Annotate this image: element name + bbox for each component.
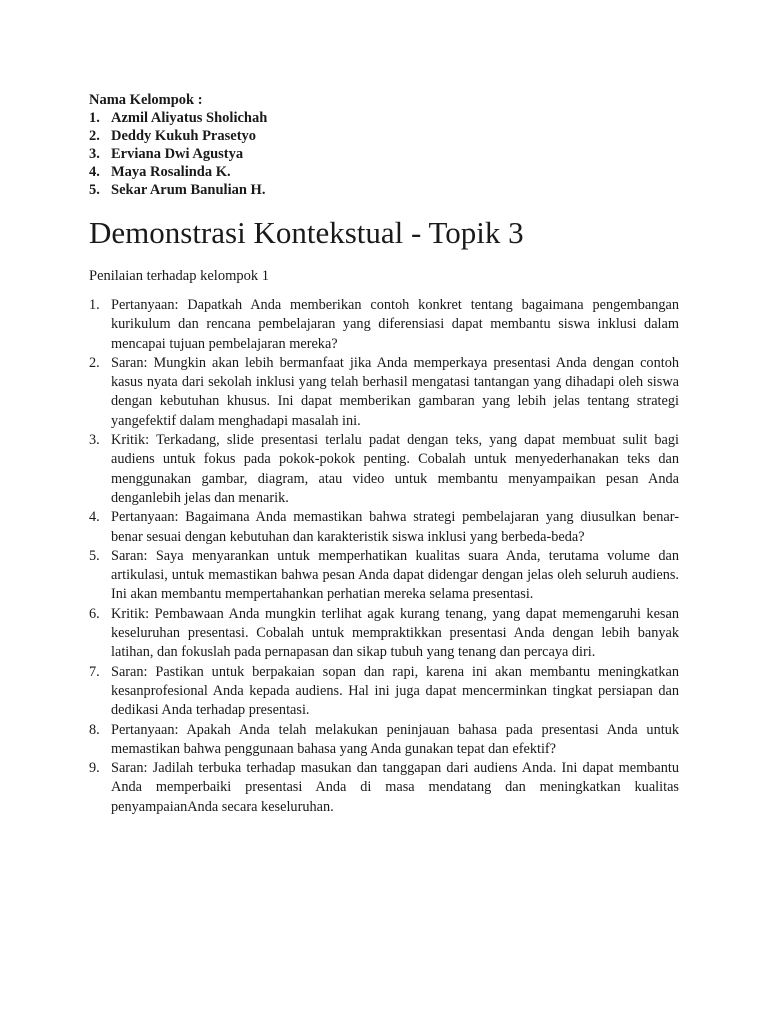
feedback-item <box>89 508 679 547</box>
feedback-list <box>89 296 679 817</box>
feedback-item <box>89 431 679 508</box>
feedback-text: Saran: Saya menyarankan untuk memperhatikan kualitas suara Anda, terutama volume dan artikulasi, untuk memastikan bahwa pesan Anda dapat didengar dengan jelas oleh seluruh audiens. Ini akan membantu mempertahankan perhatian mereka selama presentasi. <box>111 547 679 603</box>
feedback-item <box>89 721 679 760</box>
member-item <box>89 109 267 127</box>
feedback-item <box>89 663 679 721</box>
document-title: Demonstrasi Kontekstual - Topik 3 <box>89 215 524 250</box>
member-item <box>89 145 267 163</box>
feedback-number: 5. <box>89 547 100 564</box>
member-number: 1. <box>89 110 100 126</box>
feedback-item <box>89 759 679 817</box>
feedback-number: 3. <box>89 432 100 449</box>
member-name: Azmil Aliyatus Sholichah <box>111 110 268 126</box>
feedback-text: Saran: Jadilah terbuka terhadap masukan dan tanggapan dari audiens Anda. Ini dapat membantu Anda memperbaiki presentasi Anda di masa mendatang dan meningkatkan kualitas penyampaianAnda secara keseluruhan. <box>111 760 679 815</box>
group-members-block <box>89 91 267 199</box>
feedback-number: 7. <box>89 663 100 680</box>
member-name: Sekar Arum Banulian H. <box>111 182 266 198</box>
member-number: 3. <box>89 146 100 162</box>
member-number: 2. <box>89 128 100 144</box>
member-item <box>89 163 267 181</box>
feedback-text: Pertanyaan: Apakah Anda telah melakukan peninjauan bahasa pada presentasi Anda untuk memastikan bahwa penggunaan bahasa yang Anda gunakan tepat dan efektif? <box>111 721 679 757</box>
feedback-number: 8. <box>89 721 100 738</box>
feedback-number: 4. <box>89 509 100 526</box>
feedback-item <box>89 296 679 354</box>
member-name: Deddy Kukuh Prasetyo <box>111 128 257 144</box>
feedback-number: 9. <box>89 760 100 777</box>
feedback-item <box>89 605 679 663</box>
feedback-item <box>89 354 679 431</box>
member-number: 4. <box>89 164 100 180</box>
document-subtitle: Penilaian terhadap kelompok 1 <box>89 268 269 284</box>
feedback-text: Kritik: Terkadang, slide presentasi terlalu padat dengan teks, yang dapat membuat sulit bagi audiens untuk fokus pada pokok-pokok penting. Cobalah untuk menyederhanakan teks dan menggunakan gambar, diagram, atau video untuk membantu menyampaikan pesan Anda denganlebih jelas dan menarik. <box>111 432 679 506</box>
feedback-item <box>89 547 679 605</box>
feedback-text: Saran: Mungkin akan lebih bermanfaat jika Anda memperkaya presentasi Anda dengan contoh kasus nyata dari sekolah inklusi yang telah berhasil mengatasi tantangan yang dihadapi oleh siswa dengan kebutuhan khusus. Ini dapat memberikan gambaran yang lebih jelas tentang strategi yangefektif dalam menghadapi masalah ini. <box>111 354 679 429</box>
member-item <box>89 181 267 199</box>
feedback-number: 6. <box>89 605 100 622</box>
member-item <box>89 127 267 145</box>
member-number: 5. <box>89 182 100 198</box>
feedback-text: Pertanyaan: Bagaimana Anda memastikan bahwa strategi pembelajaran yang diusulkan benar-benar sesuai dengan kebutuhan dan karakteristik siswa inklusi yang berbeda-beda? <box>111 509 679 545</box>
member-name: Erviana Dwi Agustya <box>111 146 244 162</box>
group-heading: Nama Kelompok : <box>89 92 203 108</box>
feedback-text: Kritik: Pembawaan Anda mungkin terlihat agak kurang tenang, yang dapat memengaruhi kesan keseluruhan presentasi. Cobalah untuk mempraktikkan presentasi Anda dengan lebih banyak latihan, dan fokuslah pada pernapasan dan sikap tubuh yang tenang dan percaya diri. <box>111 605 679 661</box>
feedback-number: 1. <box>89 297 100 313</box>
member-name: Maya Rosalinda K. <box>111 164 231 180</box>
feedback-text: Saran: Pastikan untuk berpakaian sopan dan rapi, karena ini akan membantu meningkatkan kesanprofesional Anda kepada audiens. Hal ini juga dapat mencerminkan tingkat persiapan dan dedikasi Anda terhadap presentasi. <box>111 663 679 719</box>
feedback-text: Pertanyaan: Dapatkah Anda memberikan contoh konkret tentang bagaimana pengembangan kurikulum dan rencana pembelajaran yang diferensiasi dapat membantu siswa inklusi dalam mencapai tujuan pembelajaran mereka? <box>111 297 679 352</box>
feedback-number: 2. <box>89 354 100 371</box>
